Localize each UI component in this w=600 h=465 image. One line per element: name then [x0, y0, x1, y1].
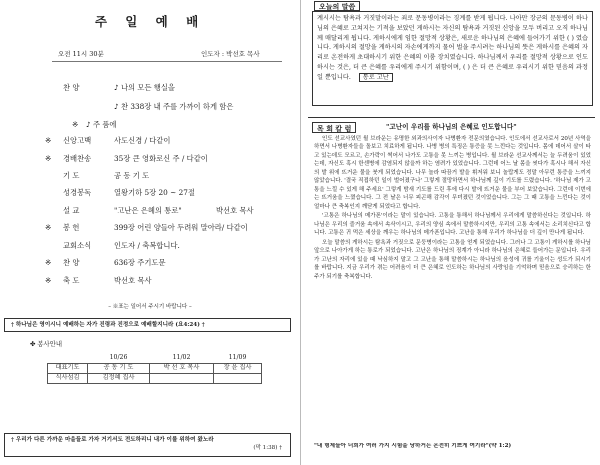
order-label: 봉 헌: [63, 223, 80, 232]
stand-marker: ※: [45, 276, 52, 285]
order-label: 축 도: [63, 276, 80, 285]
stand-marker: ※: [45, 136, 52, 145]
preacher: 박선호 목사: [216, 206, 254, 215]
stand-marker: ※: [72, 120, 79, 129]
message-panel: [300, 0, 600, 465]
order-value: 열왕기하 5장 20 ~ 27절: [114, 188, 195, 197]
order-item: [0, 277, 300, 289]
role-cell: 식사섬김: [48, 373, 88, 383]
order-item: [0, 189, 300, 201]
column-footer-verse: "내 형제들아 너희가 여러 가지 시험을 당하거든 온전히 기쁘게 여기라"(약 1:2): [314, 443, 512, 449]
table-cell: [150, 373, 214, 383]
table-row: [48, 363, 262, 373]
order-item: [0, 121, 300, 133]
service-time: 오전 11시 30분: [58, 50, 104, 58]
verse-banner: † 하나님은 영이시니 예배하는 자가 진령과 진정으로 예배할지니라 (요4:24) †: [4, 318, 291, 332]
order-value: 공 동 기 도: [114, 171, 150, 180]
service-leader: 인도자 : 박선호 목사: [201, 50, 260, 58]
mission-verse-ref: (막 1:38) †: [253, 445, 282, 452]
order-value: 사도신경 / 다같이: [114, 136, 171, 145]
column-paragraph: 오늘 말씀의 게하시는 탐욕과 거짓으로 문둥병이라는 고통을 얻게 되었습니다. 그러나 그 고통이 게하시를 하나님 앞으로 나아가게 하는 통로가 되었습니다. 고난은 하나님의 징계가 아니라 하나님의 은혜로 들어가는 문입니다. 우리가 고난의 자리에 있을 때 낙심하지 말고 그 고난을 통해 말씀하시는 하나님의 음성에 귀를 기울이는 성도가 되시기를 바랍니다. 지금 우리가 겪는 어려움이 더 큰 은혜로 인도하는 하나님의 사랑임을 기억하며 믿음으로 승리하는 한 주가 되기를 축복합니다.: [314, 239, 591, 280]
todays-word-title: 오늘의 말씀: [314, 1, 360, 11]
table-cell: [214, 373, 262, 383]
order-label: 교회소식: [63, 241, 92, 250]
table-corner: [48, 353, 88, 363]
service-guide-title: ✤ 봉사안내: [30, 340, 63, 348]
role-cell: 대표기도: [48, 363, 88, 373]
order-value: 인도자 / 축복합니다.: [114, 241, 180, 250]
order-label: 설 교: [63, 206, 80, 215]
order-item: [0, 137, 300, 149]
todays-word-box: [312, 11, 593, 106]
order-item: [0, 103, 300, 115]
table-cell: 박 선 호 목사: [150, 363, 214, 373]
section-divider: [308, 117, 595, 118]
order-item: [0, 155, 300, 167]
table-cell: 공 동 기 도: [88, 363, 150, 373]
order-label: 찬 양: [63, 258, 80, 267]
standing-note: – ※표는 일어서 주시기 바랍니다 –: [108, 304, 192, 310]
order-item: [0, 84, 300, 96]
date-header: 11/02: [150, 353, 214, 363]
stand-marker: ※: [45, 154, 52, 163]
column-label: 목 회 칼 럼: [312, 122, 356, 133]
column-body: [314, 135, 591, 435]
order-item: [0, 259, 300, 271]
mission-verse-text: † 우리가 다른 가까운 마을들로 가자 거기서도 전도하리니 내가 이를 위하여 왔노라: [11, 437, 214, 443]
order-item: [0, 224, 300, 236]
date-header: 10/26: [88, 353, 150, 363]
table-cell: 김정혜 집사: [88, 373, 150, 383]
header-divider: [52, 61, 282, 62]
order-label: 찬 양: [63, 83, 80, 92]
order-value: 399장 어린 양들아 두려워 말아라/ 다같이: [114, 223, 248, 232]
order-value: 35장 큰 영화로신 주 / 다같이: [114, 154, 208, 163]
table-header-row: [48, 353, 262, 363]
order-value: 636장 주기도문: [114, 258, 166, 267]
order-value: 박선호 목사: [114, 276, 152, 285]
order-label: 기 도: [63, 171, 80, 180]
order-value: ♪ 나의 모든 행실을: [114, 83, 175, 92]
todays-word-text: 계시시는 탐욕과 거짓말이라는 죄로 문동병이라는 징계를 받게 됩니다. 나아만 장군의 문동병이 하나님의 은혜로 고쳐지는 기적을 보았던 게하시는 자신의 탐욕과 거짓된 신앙을 모두 버리고 오직 하나님께 매달리게 됩니다. 게하시에게 임한 절망적 상황은, 새로운 하나님의 은혜에 들어가기 위한 ( ) 였습니다. 게하시의 절망을 게하시의 자손에게까지 물어 벌을 주시려는 하나님의 뜻은 게하시를 은혜의 자리로 온전하게 초대하시기 위한 은혜의 이룸 장치였습니다. 하나님께서 우리를 절망적 상황으로 인도하시는 것은, 더 큰 은혜를 우리에게 주시기 위함이며, ( ) 은 더 큰 은혜로 우리시기 위한 믿음의 과정일 뿐입니다.: [317, 15, 588, 81]
order-value: ♪ 주 품에: [86, 120, 117, 129]
order-value: "고난은 은혜의 통로": [114, 206, 182, 215]
order-item: [0, 242, 300, 254]
mission-verse-banner: [4, 433, 291, 457]
answer-key: 통로 고난: [359, 73, 393, 82]
table-row: [48, 373, 262, 383]
service-table: [47, 353, 262, 384]
order-item: [0, 172, 300, 184]
table-cell: 장 윤 집사: [214, 363, 262, 373]
order-value: ♪ 찬 338장 내 주를 가까이 하게 함은: [114, 102, 234, 111]
order-item: [0, 207, 300, 219]
column-paragraph: '고통은 하나님의 메가폰'이라는 말이 있습니다. 고통을 통해서 하나님께서 우리에게 말씀하신다는 것입니다. 하나님은 우리의 즐거움 속에서 속삭이시고, 우리의 양심 속에서 말씀하시지만, 우리의 고통 속에서는 소리치신다고 합니다. 고통은 귀 먹은 세상을 깨우는 하나님의 메가폰입니다. 고난을 통해 우리가 하나님을 더 깊이 만나게 됩니다.: [314, 213, 591, 237]
order-label: 성경봉독: [63, 188, 92, 197]
order-label: 경배찬송: [63, 154, 92, 163]
column-paragraph: 인도 선교사였던 윌 브라운는 유명한 외과의사이자 나병환자 전문의였습니다. 인도에서 선교사로서 20년 사역을 하면서 나병환자들을 돌보고 치료하게 됩니다. 나병 병의 특징은 통증을 못 느낀다는 것입니다. 몸에 데어서 살이 타고 있는데도 모르고, 손가락이 썩어서 나가도 고통을 못 느끼는 병입니다. 윌 브라운 선교사께서는 늘 두려움이 있었는데, 자신도 혹시 한센병에 감염되지 않을까 하는 염려가 있었습니다. 그런데 어느 날 몸을 씻다가 혹시나 해서 자신의 발 위에 뜨거운 물을 붓게 되었습니다. 나무 놀라 따끔거 발을 휘저워 보니 놀랍게도 정말 아무런 통증을 느끼지 않았습니다. '결국 직접하던 일이 벌어졌구나' 그렇게 절망하면서 하나님께 깊이 기도를 드렸습니다. '하나님 제가 고통을 느낄 수 있게 해 주세요' 그렇게 밤새 기도를 드린 후에 다시 발에 뜨거운 물을 부어 보았습니다. 그런데 이번에는 뜨거움을 느꼈습니다. 그 전 날은 너무 피곤해 감각이 무뎌졌던 것이었습니다. 그는 그 때 고통을 느낀다는 것이 얼마나 큰 축복인지 깨닫게 되었다고 합니다.: [314, 136, 591, 210]
column-title: "고난이 우리를 하나님의 은혜로 인도합니다": [386, 123, 517, 131]
page-title: 주 일 예 배: [94, 14, 206, 29]
stand-marker: ※: [45, 258, 52, 267]
order-label: 신앙고백: [63, 136, 92, 145]
date-header: 11/09: [214, 353, 262, 363]
stand-marker: ※: [45, 223, 52, 232]
